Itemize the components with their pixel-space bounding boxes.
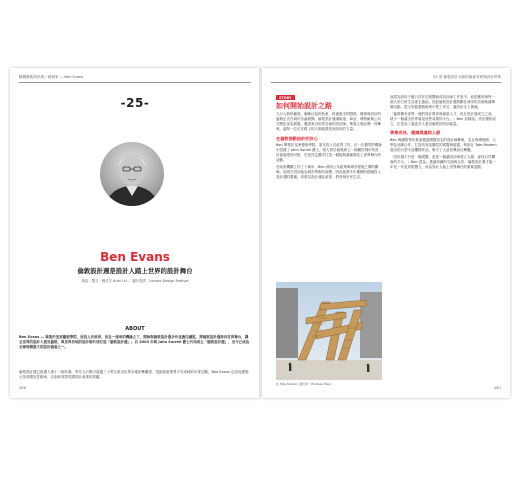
right-page: [262, 68, 510, 398]
installation-photo: [276, 282, 382, 380]
header-rule: [271, 82, 501, 83]
portrait-photo: [100, 142, 164, 206]
photo-caption: 在 Tate Modern 展出的「Endless Stair」: [276, 382, 334, 386]
paragraph: Ben 畢業於皇家藝術學院，原先投入於政界工作，在一次偶然的機會中認識了 John Sorrell 爵士，兩人對於倫敦缺乏一個屬於城市的設計盛會感到可惜，於是決定攜手打造一個能夠讓倫敦站上世界舞台的活動。: [276, 142, 382, 163]
interviewee-name: Ben Evans: [100, 250, 170, 264]
column-1: [276, 112, 382, 182]
page-number-left: 286: [19, 386, 26, 390]
section-heading: 如何開始設計之路: [276, 102, 332, 110]
paragraph: 「倫敦擁有世界一流的設計教育與創意人才，但在設計週成立之前，缺少一個讓全世界看見這些成果的平台。」Ben 這樣說。設計週的成立，正是為了讓更多人看見倫敦的設計能量。: [390, 111, 496, 127]
running-head-left: 韓國藝術設計展／藝術家 — Ben Evans: [19, 75, 84, 79]
column-2: [390, 95, 497, 172]
subheading: 在倫敦推動設計的決心: [276, 135, 318, 141]
article-subtitle: 倫敦設計週是設計人踏上世界的設計舞台: [77, 267, 193, 275]
paragraph: 九月人秋的倫敦，漸漸泛起的秋意，跨過夏末的悶熱，藝術與設計的盛典正式在城市各處展開。倫敦設計週讓街道、商店、博物館與公共空間化身為展場，邀請來自世界各地的設計師、策展人與品牌一同參與，讓每一位走在路上的人都能感受到設計的力量。: [276, 112, 381, 132]
left-page: [10, 68, 260, 398]
paragraph: Ben 與團隊每年都會邀請國際知名的設計師參與，並且與博物館、大學及品牌合作，打造具有話題性的展覽與裝置，例如在 Tate Modern 展出的大型木造樓梯作品，吸引了大量民眾前往參觀。: [390, 137, 497, 152]
about-body: Ben Evans — 畢業於皇家藝術學院，原投入於政界，但在一連串的機緣之下，開始與倫敦設計週合作並擔任總監，將倫敦設計週推向世界舞台，讓全世界的設計人看見倫敦，與世界各地的設計師共同打造「倫敦設計週」。自 2003 年與 John Sorrell 爵士共同成立「倫敦設計週」，至今已成為全球規模最大的設計盛會之一。: [19, 335, 250, 350]
page-number-right: 287: [494, 386, 501, 390]
subheading: 事業成長、邀請與連結人脈: [390, 130, 441, 136]
about-heading: ABOUT: [125, 326, 145, 332]
credits-line: 採訪：撰文：劉佳宇 Ariel Liu ／ 圖片提供：London Design Festival: [81, 279, 189, 283]
chapter-number: -25-: [120, 96, 150, 110]
header-rule: [19, 82, 251, 83]
story-tag: STORY: [276, 95, 295, 100]
paragraph: 「設計週不只是一場展覽，更是一個讓設計師建立人脈、尋找合作機會的平台。」Ben 認為，透過持續的交流與合作，倫敦設計週才能一年比一年更具影響力，成為設計人踏上世界舞台的重要起點。: [390, 154, 496, 169]
running-head-right: 22 堂 倫敦設計大師的創意本質與設計哲學: [433, 75, 501, 79]
about-body-2: 倫敦設計週已經邁入第十二個年頭，每年九月吸引超過三十萬名來自世界各地的參觀者，是創意產業界不可或缺的年度活動。Ben Evans 也因此獲頒大英帝國官佐勳章，以表彰其對英國設計產業的貢獻。: [19, 370, 249, 380]
paragraph: 他認為設計不應只存在於展覽館或設計師工作室中，而是應該與每一個人的日常生活產生連結。因此倫敦設計週鼓勵在城市的各個角落舉辦活動，從大型裝置藝術到小型工作坊，讓設計走入街頭。: [390, 95, 495, 110]
paragraph: 在政府機關工作了十幾年，Ben 深知公共政策與城市發展之間的關係，也明白設計能為城市帶來的改變。因此他將多年累積的經驗投入設計週的籌備，希望以設計連結產業、教育與市民生活。: [276, 164, 381, 180]
